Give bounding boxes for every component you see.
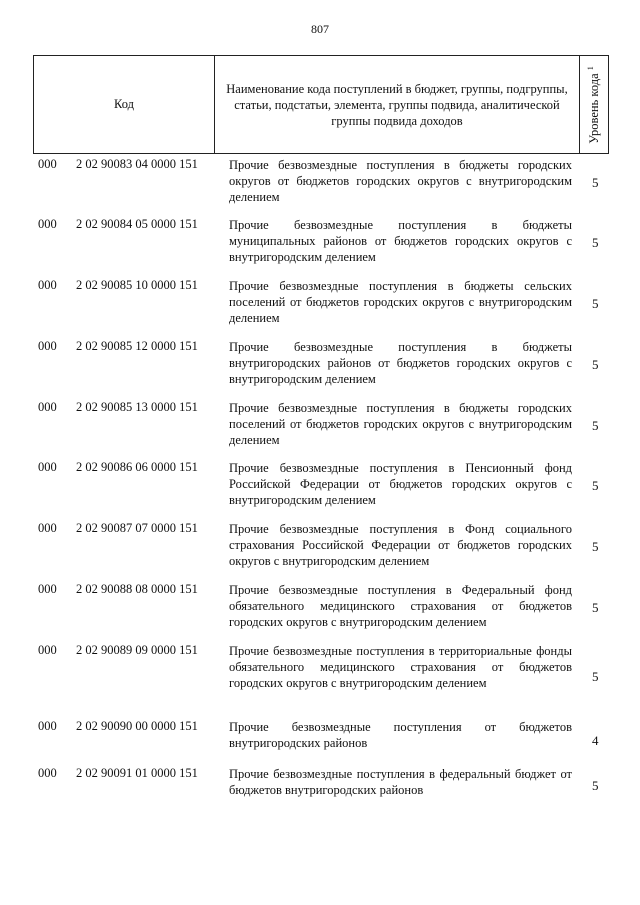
income-name: Прочие безвозмездные поступления в Пенсионный фонд Российской Федерации от бюджетов городских округов с внутригородским делением [229, 461, 572, 507]
header-name: Наименование кода поступлений в бюджет, группы, подгруппы, статьи, подстатьи, элемента, группы подвида, аналитической группы подвида доходов [215, 56, 580, 154]
income-code: 2 02 90085 13 0000 151 [76, 400, 198, 414]
table-header [33, 55, 609, 154]
header-level-label: Уровень кода [587, 72, 602, 144]
income-code: 2 02 90090 00 0000 151 [76, 719, 198, 733]
code-level: 5 [592, 418, 599, 433]
income-code: 2 02 90085 12 0000 151 [76, 339, 198, 353]
code-level: 5 [592, 600, 599, 615]
header-level-cell [580, 56, 609, 154]
income-name: Прочие безвозмездные поступления от бюджетов внутригородских районов [229, 720, 572, 750]
admin-code: 000 [38, 157, 57, 171]
income-code: 2 02 90089 09 0000 151 [76, 643, 198, 657]
income-name: Прочие безвозмездные поступления в бюджеты сельских поселений от бюджетов городских округов с внутригородским делением [229, 279, 572, 325]
admin-code: 000 [38, 643, 57, 657]
admin-code: 000 [38, 521, 57, 535]
code-level: 5 [592, 539, 599, 554]
income-code: 2 02 90086 06 0000 151 [76, 460, 198, 474]
code-level: 5 [592, 778, 599, 793]
code-level: 5 [592, 296, 599, 311]
admin-code: 000 [38, 460, 57, 474]
income-name: Прочие безвозмездные поступления в Фонд социального страхования Российской Федерации от бюджетов городских округов с внутригородским делением [229, 522, 572, 568]
admin-code: 000 [38, 582, 57, 596]
income-name: Прочие безвозмездные поступления в федеральный бюджет от бюджетов внутригородских районов [229, 767, 572, 797]
admin-code: 000 [38, 278, 57, 292]
footnote-mark: 1 [585, 65, 595, 70]
income-name: Прочие безвозмездные поступления в бюджеты городских поселений от бюджетов городских округов с внутригородским делением [229, 401, 572, 447]
code-level: 5 [592, 669, 599, 684]
income-name: Прочие безвозмездные поступления в бюджеты муниципальных районов от бюджетов городских округов с внутригородским делением [229, 218, 572, 264]
admin-code: 000 [38, 217, 57, 231]
income-code: 2 02 90088 08 0000 151 [76, 582, 198, 596]
header-level [586, 66, 602, 144]
code-level: 4 [592, 733, 599, 748]
code-level: 5 [592, 175, 599, 190]
income-code: 2 02 90087 07 0000 151 [76, 521, 198, 535]
income-code: 2 02 90084 05 0000 151 [76, 217, 198, 231]
page-number: 807 [311, 22, 329, 36]
code-level: 5 [592, 478, 599, 493]
income-name: Прочие безвозмездные поступления в территориальные фонды обязательного медицинского страхования от бюджетов городских округов с внутригородским делением [229, 644, 572, 690]
income-name: Прочие безвозмездные поступления в бюджеты городских округов от бюджетов городских округов с внутригородским делением [229, 158, 572, 204]
income-name: Прочие безвозмездные поступления в Федеральный фонд обязательного медицинского страхования от бюджетов городских округов с внутригородским делением [229, 583, 572, 629]
income-code: 2 02 90091 01 0000 151 [76, 766, 198, 780]
income-code: 2 02 90083 04 0000 151 [76, 157, 198, 171]
header-code: Код [34, 56, 215, 154]
admin-code: 000 [38, 400, 57, 414]
admin-code: 000 [38, 339, 57, 353]
income-code: 2 02 90085 10 0000 151 [76, 278, 198, 292]
code-level: 5 [592, 235, 599, 250]
admin-code: 000 [38, 719, 57, 733]
code-level: 5 [592, 357, 599, 372]
income-name: Прочие безвозмездные поступления в бюджеты внутригородских районов от бюджетов городских округов с внутригородским делением [229, 340, 572, 386]
admin-code: 000 [38, 766, 57, 780]
